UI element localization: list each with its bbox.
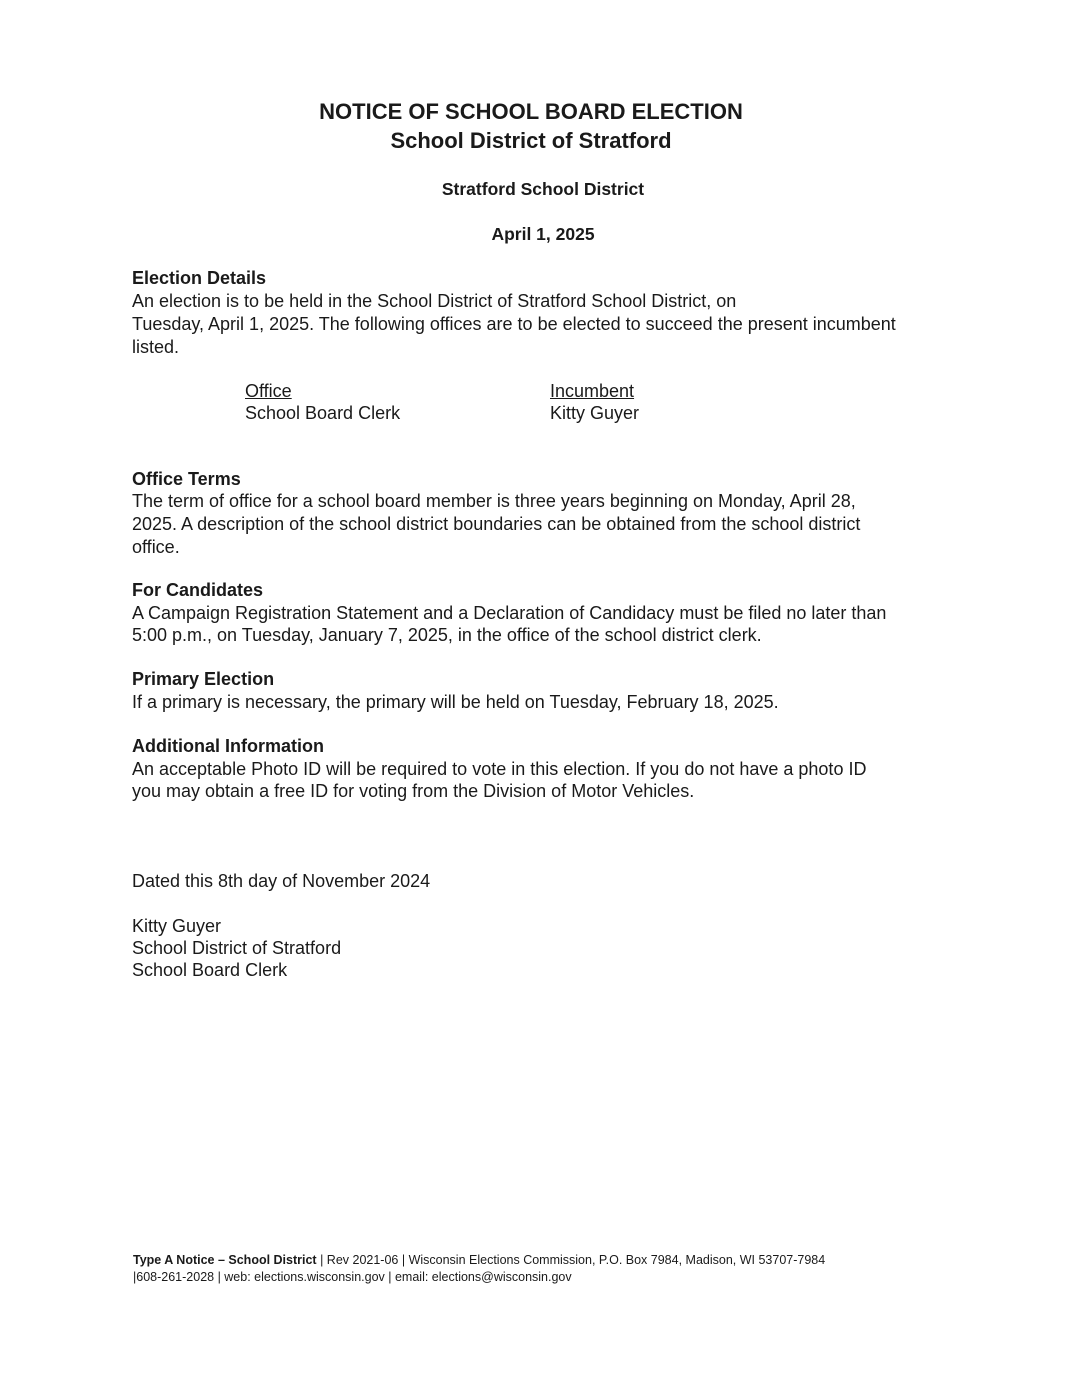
signature-name: Kitty Guyer	[132, 916, 222, 936]
for-candidates-line: A Campaign Registration Statement and a Declaration of Candidacy must be filed no later than	[132, 603, 887, 623]
election-details-line: listed.	[132, 337, 180, 357]
primary-election-line: If a primary is necessary, the primary will be held on Tuesday, February 18, 2025.	[132, 692, 779, 712]
footer-line-1-text: | Rev 2021-06 | Wisconsin Elections Commission, P.O. Box 7984, Madison, WI 53707-7984	[316, 1253, 826, 1267]
office-terms-line: 2025. A description of the school district boundaries can be obtained from the school district	[132, 514, 861, 534]
incumbent-cell: Kitty Guyer	[550, 403, 640, 423]
election-details-line: An election is to be held in the School District of Stratford School District, on	[132, 291, 737, 311]
footer-label: Type A Notice – School District	[133, 1253, 317, 1267]
signature-title: School Board Clerk	[132, 960, 288, 980]
additional-information-heading: Additional Information	[132, 736, 324, 756]
for-candidates-line: 5:00 p.m., on Tuesday, January 7, 2025, in the office of the school district clerk.	[132, 625, 762, 645]
office-terms-heading: Office Terms	[132, 469, 241, 489]
additional-information-line: An acceptable Photo ID will be required to vote in this election. If you do not have a photo ID	[132, 759, 867, 779]
office-column-header: Office	[245, 381, 292, 401]
election-details-line: Tuesday, April 1, 2025. The following offices are to be elected to succeed the present incumbent	[132, 314, 896, 334]
notice-title: NOTICE OF SCHOOL BOARD ELECTION	[319, 99, 743, 124]
office-terms-line: office.	[132, 537, 180, 557]
footer-line-1	[133, 1252, 825, 1269]
dated-line: Dated this 8th day of November 2024	[132, 871, 431, 891]
office-terms-line: The term of office for a school board member is three years beginning on Monday, April 28,	[132, 491, 856, 511]
notice-subtitle: School District of Stratford	[390, 128, 672, 153]
district-name: Stratford School District	[441, 179, 645, 199]
election-details-heading: Election Details	[132, 268, 267, 288]
primary-election-heading: Primary Election	[132, 669, 275, 689]
incumbent-column-header: Incumbent	[550, 381, 635, 401]
additional-information-line: you may obtain a free ID for voting from the Division of Motor Vehicles.	[132, 781, 695, 801]
signature-organization: School District of Stratford	[132, 938, 342, 958]
for-candidates-heading: For Candidates	[132, 580, 264, 600]
election-date: April 1, 2025	[491, 224, 595, 244]
footer-line-2: |608-261-2028 | web: elections.wisconsin.gov | email: elections@wisconsin.gov	[133, 1270, 572, 1284]
office-cell: School Board Clerk	[245, 403, 401, 423]
